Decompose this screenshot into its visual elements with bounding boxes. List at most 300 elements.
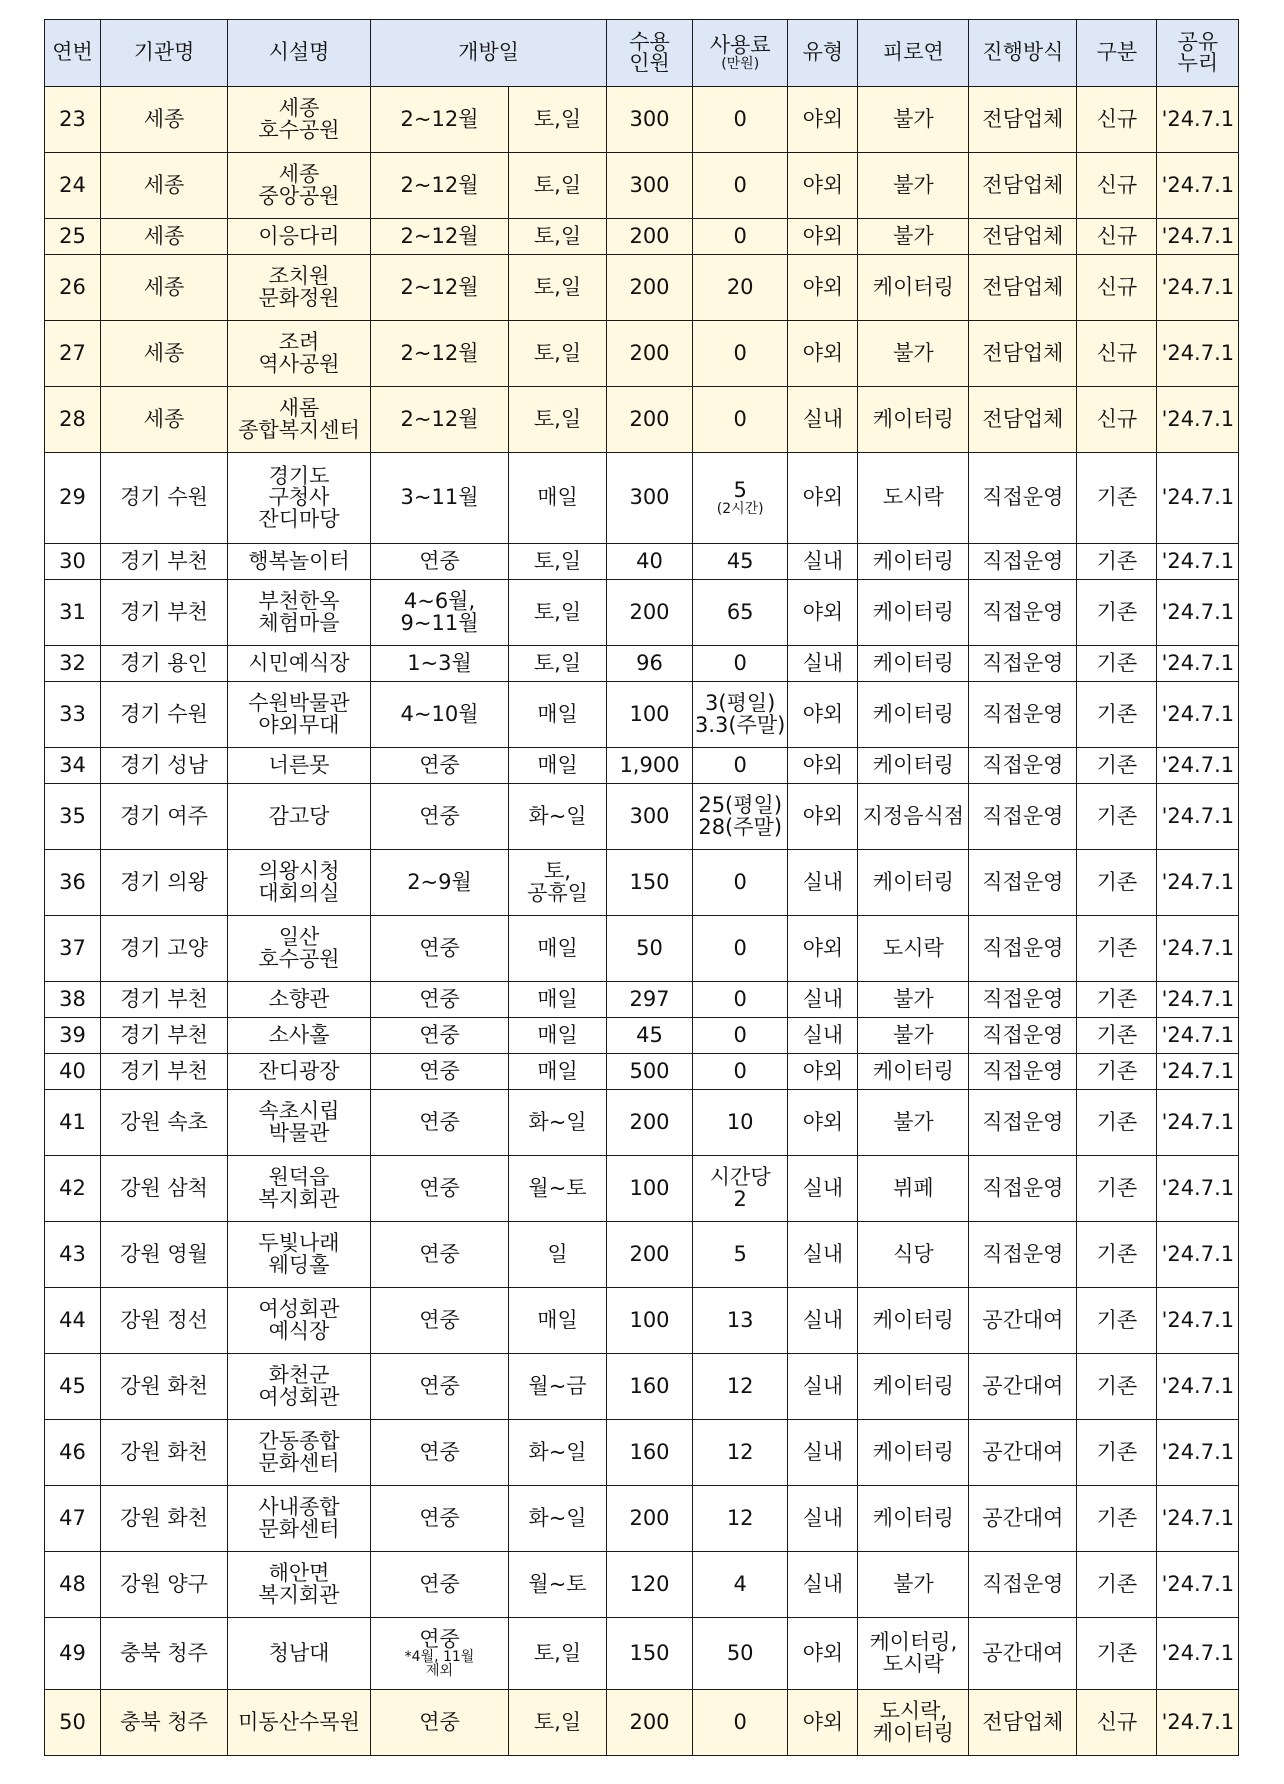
cell-open-months-line: 연중 [419, 1626, 460, 1651]
cell-category: 기존 [1077, 850, 1157, 916]
cell-facility-line: 체험마을 [258, 610, 340, 635]
table-row [45, 387, 1239, 453]
cell-category: 기존 [1077, 982, 1157, 1018]
cell-capacity: 200 [607, 580, 693, 646]
cell-type: 야외 [788, 784, 858, 850]
cell-open-months [371, 1090, 509, 1156]
cell-open-months-line: 연중 [419, 935, 460, 960]
cell-reception-line: 도시락, [879, 1699, 948, 1724]
cell-facility [228, 544, 371, 580]
cell-share: '24.7.1 [1157, 1090, 1239, 1156]
cell-share: '24.7.1 [1157, 1486, 1239, 1552]
cell-fee-line: 12 [726, 1505, 754, 1530]
cell-share: '24.7.1 [1157, 682, 1239, 748]
cell-facility-line: 의왕시청 [258, 859, 340, 884]
cell-type: 야외 [788, 255, 858, 321]
cell-facility [228, 1354, 371, 1420]
cell-method: 직접운영 [969, 982, 1077, 1018]
table-row [45, 87, 1239, 153]
cell-agency: 경기 부천 [101, 1054, 228, 1090]
cell-no: 32 [45, 646, 101, 682]
table-row [45, 219, 1239, 255]
cell-method: 전담업체 [969, 87, 1077, 153]
cell-facility-line: 화천군 [268, 1363, 330, 1388]
cell-reception-line: 케이터링, [869, 1630, 958, 1655]
cell-reception-line: 케이터링 [872, 752, 954, 777]
cell-agency: 세종 [101, 219, 228, 255]
cell-fee [693, 1618, 788, 1690]
table-row [45, 1354, 1239, 1420]
cell-reception-line: 케이터링 [872, 1058, 954, 1083]
cell-facility-line: 경기도 [268, 463, 330, 488]
cell-agency: 경기 고양 [101, 916, 228, 982]
table-row [45, 682, 1239, 748]
cell-capacity: 50 [607, 916, 693, 982]
cell-type: 실내 [788, 646, 858, 682]
cell-type: 야외 [788, 321, 858, 387]
cell-fee-line: 시간당 [709, 1165, 771, 1190]
cell-open-days-line: 매일 [537, 935, 578, 960]
cell-open-months [371, 580, 509, 646]
cell-open-days-line: 월~토 [528, 1175, 587, 1200]
cell-method: 직접운영 [969, 453, 1077, 544]
cell-capacity: 300 [607, 153, 693, 219]
cell-no: 26 [45, 255, 101, 321]
cell-share: '24.7.1 [1157, 1222, 1239, 1288]
cell-open-months-line: 2~12월 [400, 340, 479, 365]
cell-agency: 세종 [101, 153, 228, 219]
cell-category: 기존 [1077, 784, 1157, 850]
cell-share: '24.7.1 [1157, 1054, 1239, 1090]
cell-facility-line: 역사공원 [258, 351, 340, 376]
cell-method: 직접운영 [969, 580, 1077, 646]
cell-capacity: 100 [607, 682, 693, 748]
cell-agency: 강원 삼척 [101, 1156, 228, 1222]
cell-open-months-line: 연중 [419, 1241, 460, 1266]
cell-agency: 충북 청주 [101, 1618, 228, 1690]
cell-category: 기존 [1077, 1486, 1157, 1552]
cell-type: 실내 [788, 1018, 858, 1054]
cell-reception [858, 153, 969, 219]
cell-agency: 경기 여주 [101, 784, 228, 850]
table-row [45, 1054, 1239, 1090]
cell-share: '24.7.1 [1157, 580, 1239, 646]
header-open-days: 개방일 [371, 20, 607, 87]
cell-capacity: 200 [607, 1486, 693, 1552]
cell-fee [693, 1552, 788, 1618]
cell-open-months-line: 제외 [425, 1663, 454, 1680]
cell-fee-line: 13 [726, 1307, 754, 1332]
cell-reception [858, 1054, 969, 1090]
cell-capacity: 96 [607, 646, 693, 682]
cell-open-months [371, 1054, 509, 1090]
cell-capacity: 45 [607, 1018, 693, 1054]
cell-fee [693, 748, 788, 784]
cell-open-months-line: 9~11월 [400, 610, 479, 635]
cell-reception-line: 불가 [893, 1022, 934, 1047]
cell-open-days [509, 784, 607, 850]
cell-agency: 강원 정선 [101, 1288, 228, 1354]
cell-facility-line: 사내종합 [258, 1495, 340, 1520]
cell-open-months [371, 748, 509, 784]
cell-capacity: 150 [607, 850, 693, 916]
cell-fee [693, 1018, 788, 1054]
cell-no: 40 [45, 1054, 101, 1090]
cell-fee [693, 255, 788, 321]
cell-type: 야외 [788, 1618, 858, 1690]
cell-fee [693, 646, 788, 682]
cell-reception [858, 1690, 969, 1756]
cell-agency: 강원 양구 [101, 1552, 228, 1618]
cell-share: '24.7.1 [1157, 87, 1239, 153]
cell-method: 공간대여 [969, 1618, 1077, 1690]
cell-reception [858, 219, 969, 255]
cell-share: '24.7.1 [1157, 1156, 1239, 1222]
cell-no: 44 [45, 1288, 101, 1354]
cell-facility-line: 속초시립 [258, 1099, 340, 1124]
cell-agency: 경기 부천 [101, 1018, 228, 1054]
cell-open-months [371, 1618, 509, 1690]
cell-facility [228, 1090, 371, 1156]
cell-fee-line: 0 [733, 1709, 747, 1734]
cell-reception-line: 케이터링 [872, 274, 954, 299]
cell-fee-line: 0 [733, 1022, 747, 1047]
cell-type: 실내 [788, 544, 858, 580]
cell-no: 31 [45, 580, 101, 646]
cell-open-days-line: 공휴일 [527, 880, 588, 905]
cell-open-months-line: 4~10월 [400, 701, 479, 726]
cell-share: '24.7.1 [1157, 387, 1239, 453]
header-row [45, 20, 1239, 87]
cell-open-days-line: 토,일 [533, 650, 582, 675]
cell-open-days [509, 916, 607, 982]
cell-no: 23 [45, 87, 101, 153]
cell-share: '24.7.1 [1157, 1288, 1239, 1354]
cell-type: 실내 [788, 982, 858, 1018]
table-row [45, 850, 1239, 916]
cell-capacity: 100 [607, 1288, 693, 1354]
cell-open-days-line: 토,일 [533, 106, 582, 131]
header-no: 연번 [45, 20, 101, 87]
cell-facility [228, 1288, 371, 1354]
cell-facility [228, 255, 371, 321]
cell-open-days [509, 1690, 607, 1756]
cell-fee-line: 5 [733, 1241, 747, 1266]
cell-capacity: 100 [607, 1156, 693, 1222]
cell-agency: 경기 부천 [101, 982, 228, 1018]
cell-open-months [371, 255, 509, 321]
cell-facility-line: 세종 [278, 162, 320, 187]
cell-share: '24.7.1 [1157, 1420, 1239, 1486]
cell-reception-line: 케이터링 [872, 1505, 954, 1530]
cell-no: 30 [45, 544, 101, 580]
cell-type: 실내 [788, 1420, 858, 1486]
cell-capacity: 200 [607, 1090, 693, 1156]
header-fee: 사용료 (만원) [693, 20, 788, 87]
cell-agency: 세종 [101, 87, 228, 153]
cell-share: '24.7.1 [1157, 1018, 1239, 1054]
cell-open-days [509, 1156, 607, 1222]
cell-reception-line: 불가 [893, 1109, 934, 1134]
cell-reception-line: 불가 [893, 106, 934, 131]
cell-capacity: 160 [607, 1354, 693, 1420]
cell-share: '24.7.1 [1157, 255, 1239, 321]
cell-method: 공간대여 [969, 1288, 1077, 1354]
cell-open-days [509, 1018, 607, 1054]
cell-open-months [371, 1420, 509, 1486]
table-row [45, 1552, 1239, 1618]
cell-fee [693, 1222, 788, 1288]
cell-facility-line: 미동산수목원 [238, 1709, 360, 1734]
cell-facility [228, 748, 371, 784]
cell-reception-line: 도시락 [882, 935, 944, 960]
cell-method: 직접운영 [969, 646, 1077, 682]
cell-open-months-line: 연중 [419, 1571, 460, 1596]
cell-fee [693, 1156, 788, 1222]
cell-fee [693, 544, 788, 580]
cell-share: '24.7.1 [1157, 1618, 1239, 1690]
cell-type: 실내 [788, 850, 858, 916]
table-row [45, 1018, 1239, 1054]
cell-category: 신규 [1077, 153, 1157, 219]
cell-open-days-line: 매일 [537, 485, 578, 510]
cell-open-days-line: 토,일 [533, 548, 582, 573]
cell-open-days-line: 토,일 [533, 340, 582, 365]
cell-category: 기존 [1077, 453, 1157, 544]
cell-category: 신규 [1077, 219, 1157, 255]
cell-reception-line: 케이터링 [872, 599, 954, 624]
cell-open-days-line: 토,일 [533, 223, 582, 248]
cell-fee-line: 0 [733, 650, 747, 675]
table-row [45, 544, 1239, 580]
cell-capacity: 200 [607, 219, 693, 255]
cell-facility [228, 1054, 371, 1090]
cell-facility-line: 여성회관 [258, 1297, 340, 1322]
cell-category: 신규 [1077, 387, 1157, 453]
cell-capacity: 1,900 [607, 748, 693, 784]
cell-method: 전담업체 [969, 1690, 1077, 1756]
cell-fee [693, 453, 788, 544]
cell-open-months [371, 916, 509, 982]
cell-open-months [371, 682, 509, 748]
cell-reception [858, 1420, 969, 1486]
cell-open-months [371, 646, 509, 682]
cell-reception [858, 1486, 969, 1552]
cell-type: 실내 [788, 1156, 858, 1222]
cell-open-months-line: 2~12월 [400, 223, 479, 248]
cell-agency: 경기 부천 [101, 580, 228, 646]
cell-reception [858, 916, 969, 982]
cell-method: 전담업체 [969, 387, 1077, 453]
cell-open-days-line: 토,일 [533, 1709, 582, 1734]
cell-reception-line: 불가 [893, 1571, 934, 1596]
cell-facility-line: 부천한옥 [258, 589, 340, 614]
cell-facility [228, 580, 371, 646]
cell-method: 직접운영 [969, 1156, 1077, 1222]
cell-open-months [371, 321, 509, 387]
cell-open-days-line: 화~일 [528, 1439, 587, 1464]
cell-share: '24.7.1 [1157, 453, 1239, 544]
cell-agency: 강원 화천 [101, 1354, 228, 1420]
cell-facility-line: 복지회관 [258, 1582, 340, 1607]
cell-fee [693, 387, 788, 453]
cell-fee-line: 45 [726, 548, 754, 573]
cell-method: 직접운영 [969, 850, 1077, 916]
cell-open-months-line: 2~12월 [400, 274, 479, 299]
table-row [45, 1156, 1239, 1222]
cell-open-days [509, 1222, 607, 1288]
cell-fee [693, 682, 788, 748]
cell-fee-line: 10 [726, 1109, 754, 1134]
cell-reception [858, 682, 969, 748]
cell-no: 36 [45, 850, 101, 916]
cell-fee [693, 1090, 788, 1156]
cell-no: 50 [45, 1690, 101, 1756]
cell-agency: 세종 [101, 255, 228, 321]
cell-open-months [371, 1690, 509, 1756]
cell-fee-line: 25(평일) [698, 793, 783, 818]
cell-open-days [509, 1354, 607, 1420]
cell-reception-line: 불가 [893, 986, 934, 1011]
cell-no: 33 [45, 682, 101, 748]
cell-open-months-line: 연중 [419, 1058, 460, 1083]
cell-type: 야외 [788, 1054, 858, 1090]
table-row [45, 784, 1239, 850]
cell-fee-line: 0 [733, 106, 747, 131]
cell-open-months-line: 연중 [419, 1109, 460, 1134]
cell-type: 야외 [788, 153, 858, 219]
facility-table [44, 19, 1239, 1756]
cell-reception-line: 케이터링 [872, 650, 954, 675]
cell-capacity: 200 [607, 1690, 693, 1756]
cell-open-days-line: 토,일 [533, 172, 582, 197]
cell-facility-line: 잔디광장 [258, 1058, 340, 1083]
cell-facility-line: 야외무대 [258, 712, 340, 737]
cell-facility-line: 이응다리 [258, 223, 340, 248]
cell-fee-line: 4 [733, 1571, 747, 1596]
cell-open-days-line: 일 [547, 1241, 568, 1266]
cell-open-days [509, 1618, 607, 1690]
cell-open-days-line: 매일 [537, 701, 578, 726]
cell-agency: 충북 청주 [101, 1690, 228, 1756]
cell-type: 야외 [788, 748, 858, 784]
cell-facility-line: 문화센터 [258, 1516, 340, 1541]
cell-open-days-line: 화~일 [528, 803, 587, 828]
cell-method: 전담업체 [969, 321, 1077, 387]
cell-open-days-line: 매일 [537, 986, 578, 1011]
cell-capacity: 40 [607, 544, 693, 580]
cell-open-days [509, 580, 607, 646]
cell-open-months-line: 2~12월 [400, 172, 479, 197]
cell-reception [858, 1354, 969, 1420]
cell-method: 공간대여 [969, 1420, 1077, 1486]
cell-facility [228, 916, 371, 982]
cell-reception [858, 580, 969, 646]
cell-category: 기존 [1077, 1354, 1157, 1420]
cell-agency: 경기 수원 [101, 453, 228, 544]
cell-capacity: 297 [607, 982, 693, 1018]
cell-open-months [371, 544, 509, 580]
header-reception: 피로연 [858, 20, 969, 87]
cell-facility-line: 새롬 [278, 396, 320, 421]
table-row [45, 1690, 1239, 1756]
table-row [45, 916, 1239, 982]
cell-no: 37 [45, 916, 101, 982]
cell-agency: 경기 수원 [101, 682, 228, 748]
cell-capacity: 200 [607, 321, 693, 387]
cell-facility-line: 박물관 [268, 1120, 330, 1145]
cell-reception [858, 321, 969, 387]
cell-open-days-line: 매일 [537, 1022, 578, 1047]
cell-capacity: 150 [607, 1618, 693, 1690]
cell-type: 실내 [788, 1552, 858, 1618]
cell-type: 실내 [788, 387, 858, 453]
cell-type: 야외 [788, 87, 858, 153]
cell-no: 49 [45, 1618, 101, 1690]
cell-open-months-line: 4~6월, [403, 589, 476, 614]
cell-capacity: 120 [607, 1552, 693, 1618]
cell-reception-line: 지정음식점 [862, 803, 965, 828]
cell-no: 24 [45, 153, 101, 219]
cell-open-days [509, 321, 607, 387]
cell-facility-line: 간동종합 [258, 1429, 340, 1454]
cell-facility [228, 646, 371, 682]
cell-open-days [509, 748, 607, 784]
cell-method: 직접운영 [969, 916, 1077, 982]
table-row [45, 580, 1239, 646]
cell-share: '24.7.1 [1157, 748, 1239, 784]
cell-fee-line: 3.3(주말) [695, 712, 786, 737]
table-row [45, 1288, 1239, 1354]
cell-method: 직접운영 [969, 1552, 1077, 1618]
cell-no: 35 [45, 784, 101, 850]
cell-open-days-line: 토,일 [533, 406, 582, 431]
cell-category: 신규 [1077, 321, 1157, 387]
cell-open-days [509, 453, 607, 544]
cell-method: 직접운영 [969, 748, 1077, 784]
cell-facility-line: 대회의실 [258, 880, 340, 905]
cell-reception [858, 982, 969, 1018]
cell-open-months-line: 2~12월 [400, 106, 479, 131]
table-row [45, 1222, 1239, 1288]
cell-capacity: 160 [607, 1420, 693, 1486]
cell-type: 실내 [788, 1288, 858, 1354]
cell-method: 직접운영 [969, 544, 1077, 580]
cell-fee [693, 784, 788, 850]
cell-open-days-line: 토,일 [533, 274, 582, 299]
cell-reception-line: 불가 [893, 223, 934, 248]
cell-fee-line: 0 [733, 869, 747, 894]
table-row [45, 453, 1239, 544]
cell-facility-line: 일산 [278, 925, 320, 950]
cell-fee [693, 1054, 788, 1090]
cell-facility-line: 구청사 [268, 485, 330, 510]
cell-agency: 세종 [101, 387, 228, 453]
cell-category: 기존 [1077, 1090, 1157, 1156]
cell-method: 공간대여 [969, 1354, 1077, 1420]
cell-reception-line: 도시락 [882, 1651, 944, 1676]
cell-facility [228, 1618, 371, 1690]
cell-fee-line: 0 [733, 340, 747, 365]
cell-facility-line: 복지회관 [258, 1186, 340, 1211]
cell-fee [693, 153, 788, 219]
cell-category: 기존 [1077, 682, 1157, 748]
cell-reception-line: 식당 [893, 1241, 934, 1266]
cell-reception-line: 케이터링 [872, 1373, 954, 1398]
cell-reception [858, 1156, 969, 1222]
cell-open-months-line: 연중 [419, 1709, 460, 1734]
cell-category: 기존 [1077, 1552, 1157, 1618]
